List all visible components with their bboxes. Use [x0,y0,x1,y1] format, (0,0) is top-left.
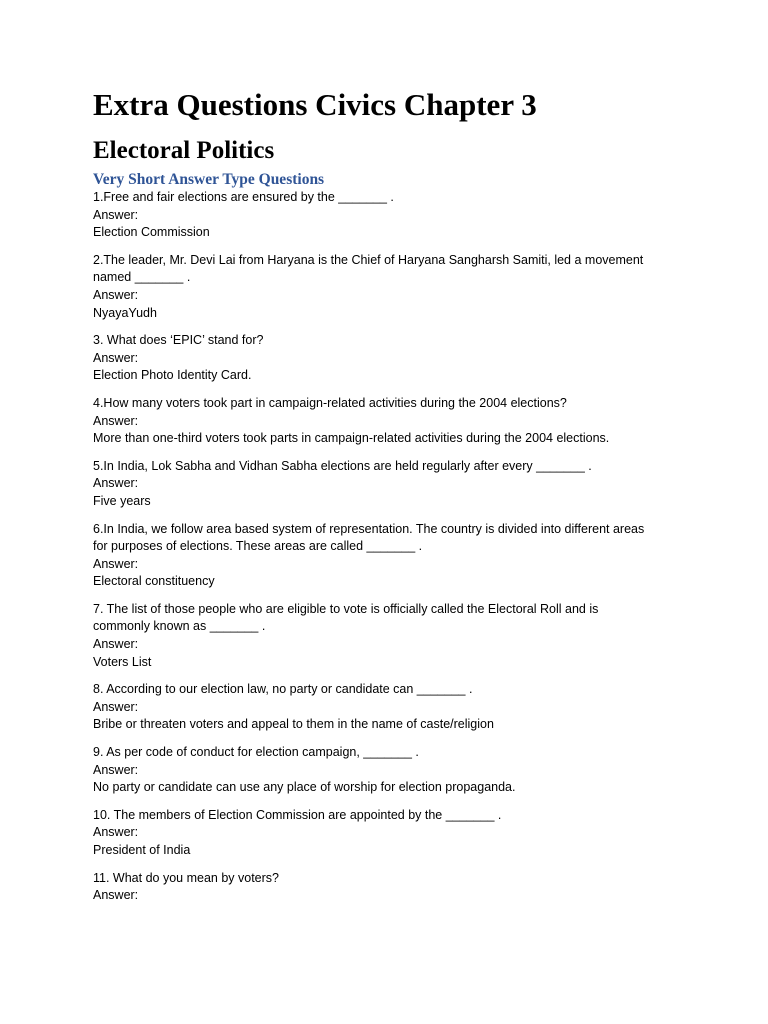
answer-text: Bribe or threaten voters and appeal to them in the name of caste/religion [93,717,494,732]
answer-label: Answer: [93,888,139,903]
question-text: 5.In India, Lok Sabha and Vidhan Sabha elections are held regularly after every _______ . [93,458,592,473]
question-item [93,807,693,860]
question-item [93,332,693,385]
question-text: 6.In India, we follow area based system of representation. The country is divided into different areas [93,521,645,536]
question-text: 4.How many voters took part in campaign-related activities during the 2004 elections? [93,395,567,410]
answer-label: Answer: [93,556,139,571]
question-text-continued: named _______ . [93,270,191,285]
question-text: 10. The members of Election Commission are appointed by the _______ . [93,807,502,822]
question-item [93,681,693,734]
answer-text: Voters List [93,654,152,669]
question-text: 3. What does ‘EPIC’ stand for? [93,333,264,348]
answer-text: Five years [93,493,151,508]
question-text: 1.Free and fair elections are ensured by the _______ . [93,190,394,204]
answer-label: Answer: [93,350,139,365]
answer-label: Answer: [93,637,139,652]
answer-label: Answer: [93,287,139,302]
question-text: 9. As per code of conduct for election campaign, _______ . [93,745,419,760]
question-text-continued: for purposes of elections. These areas are called _______ . [93,539,423,554]
answer-text: NyayaYudh [93,305,157,320]
question-item [93,395,693,448]
question-item [93,252,693,322]
answer-text: Electoral constituency [93,574,215,589]
document-title: Extra Questions Civics Chapter 3 [93,87,537,122]
question-text: 2.The leader, Mr. Devi Lai from Haryana is the Chief of Haryana Sangharsh Samiti, led a movement [93,252,644,267]
answer-label: Answer: [93,207,139,222]
answer-text: Election Photo Identity Card. [93,368,252,383]
answer-text: Election Commission [93,225,210,240]
question-text: 7. The list of those people who are eligible to vote is officially called the Electoral Roll and is [93,601,599,616]
answer-text: More than one-third voters took parts in campaign-related activities during the 2004 elections. [93,431,610,446]
question-item [93,601,693,671]
question-item [93,458,693,511]
answer-label: Answer: [93,699,139,714]
question-list [93,189,693,905]
answer-text: No party or candidate can use any place of worship for election propaganda. [93,780,516,795]
question-item [93,521,693,591]
answer-label: Answer: [93,476,139,491]
answer-label: Answer: [93,825,139,840]
question-text: 8. According to our election law, no party or candidate can _______ . [93,682,473,697]
chapter-subtitle: Electoral Politics [93,137,275,164]
question-item [93,189,693,242]
answer-label: Answer: [93,413,139,428]
document-page [93,86,693,915]
question-text: 11. What do you mean by voters? [93,870,279,885]
question-item [93,870,693,905]
answer-label: Answer: [93,762,139,777]
answer-text: President of India [93,843,191,857]
section-heading: Very Short Answer Type Questions [93,171,325,188]
question-item [93,744,693,797]
question-text-continued: commonly known as _______ . [93,619,266,634]
